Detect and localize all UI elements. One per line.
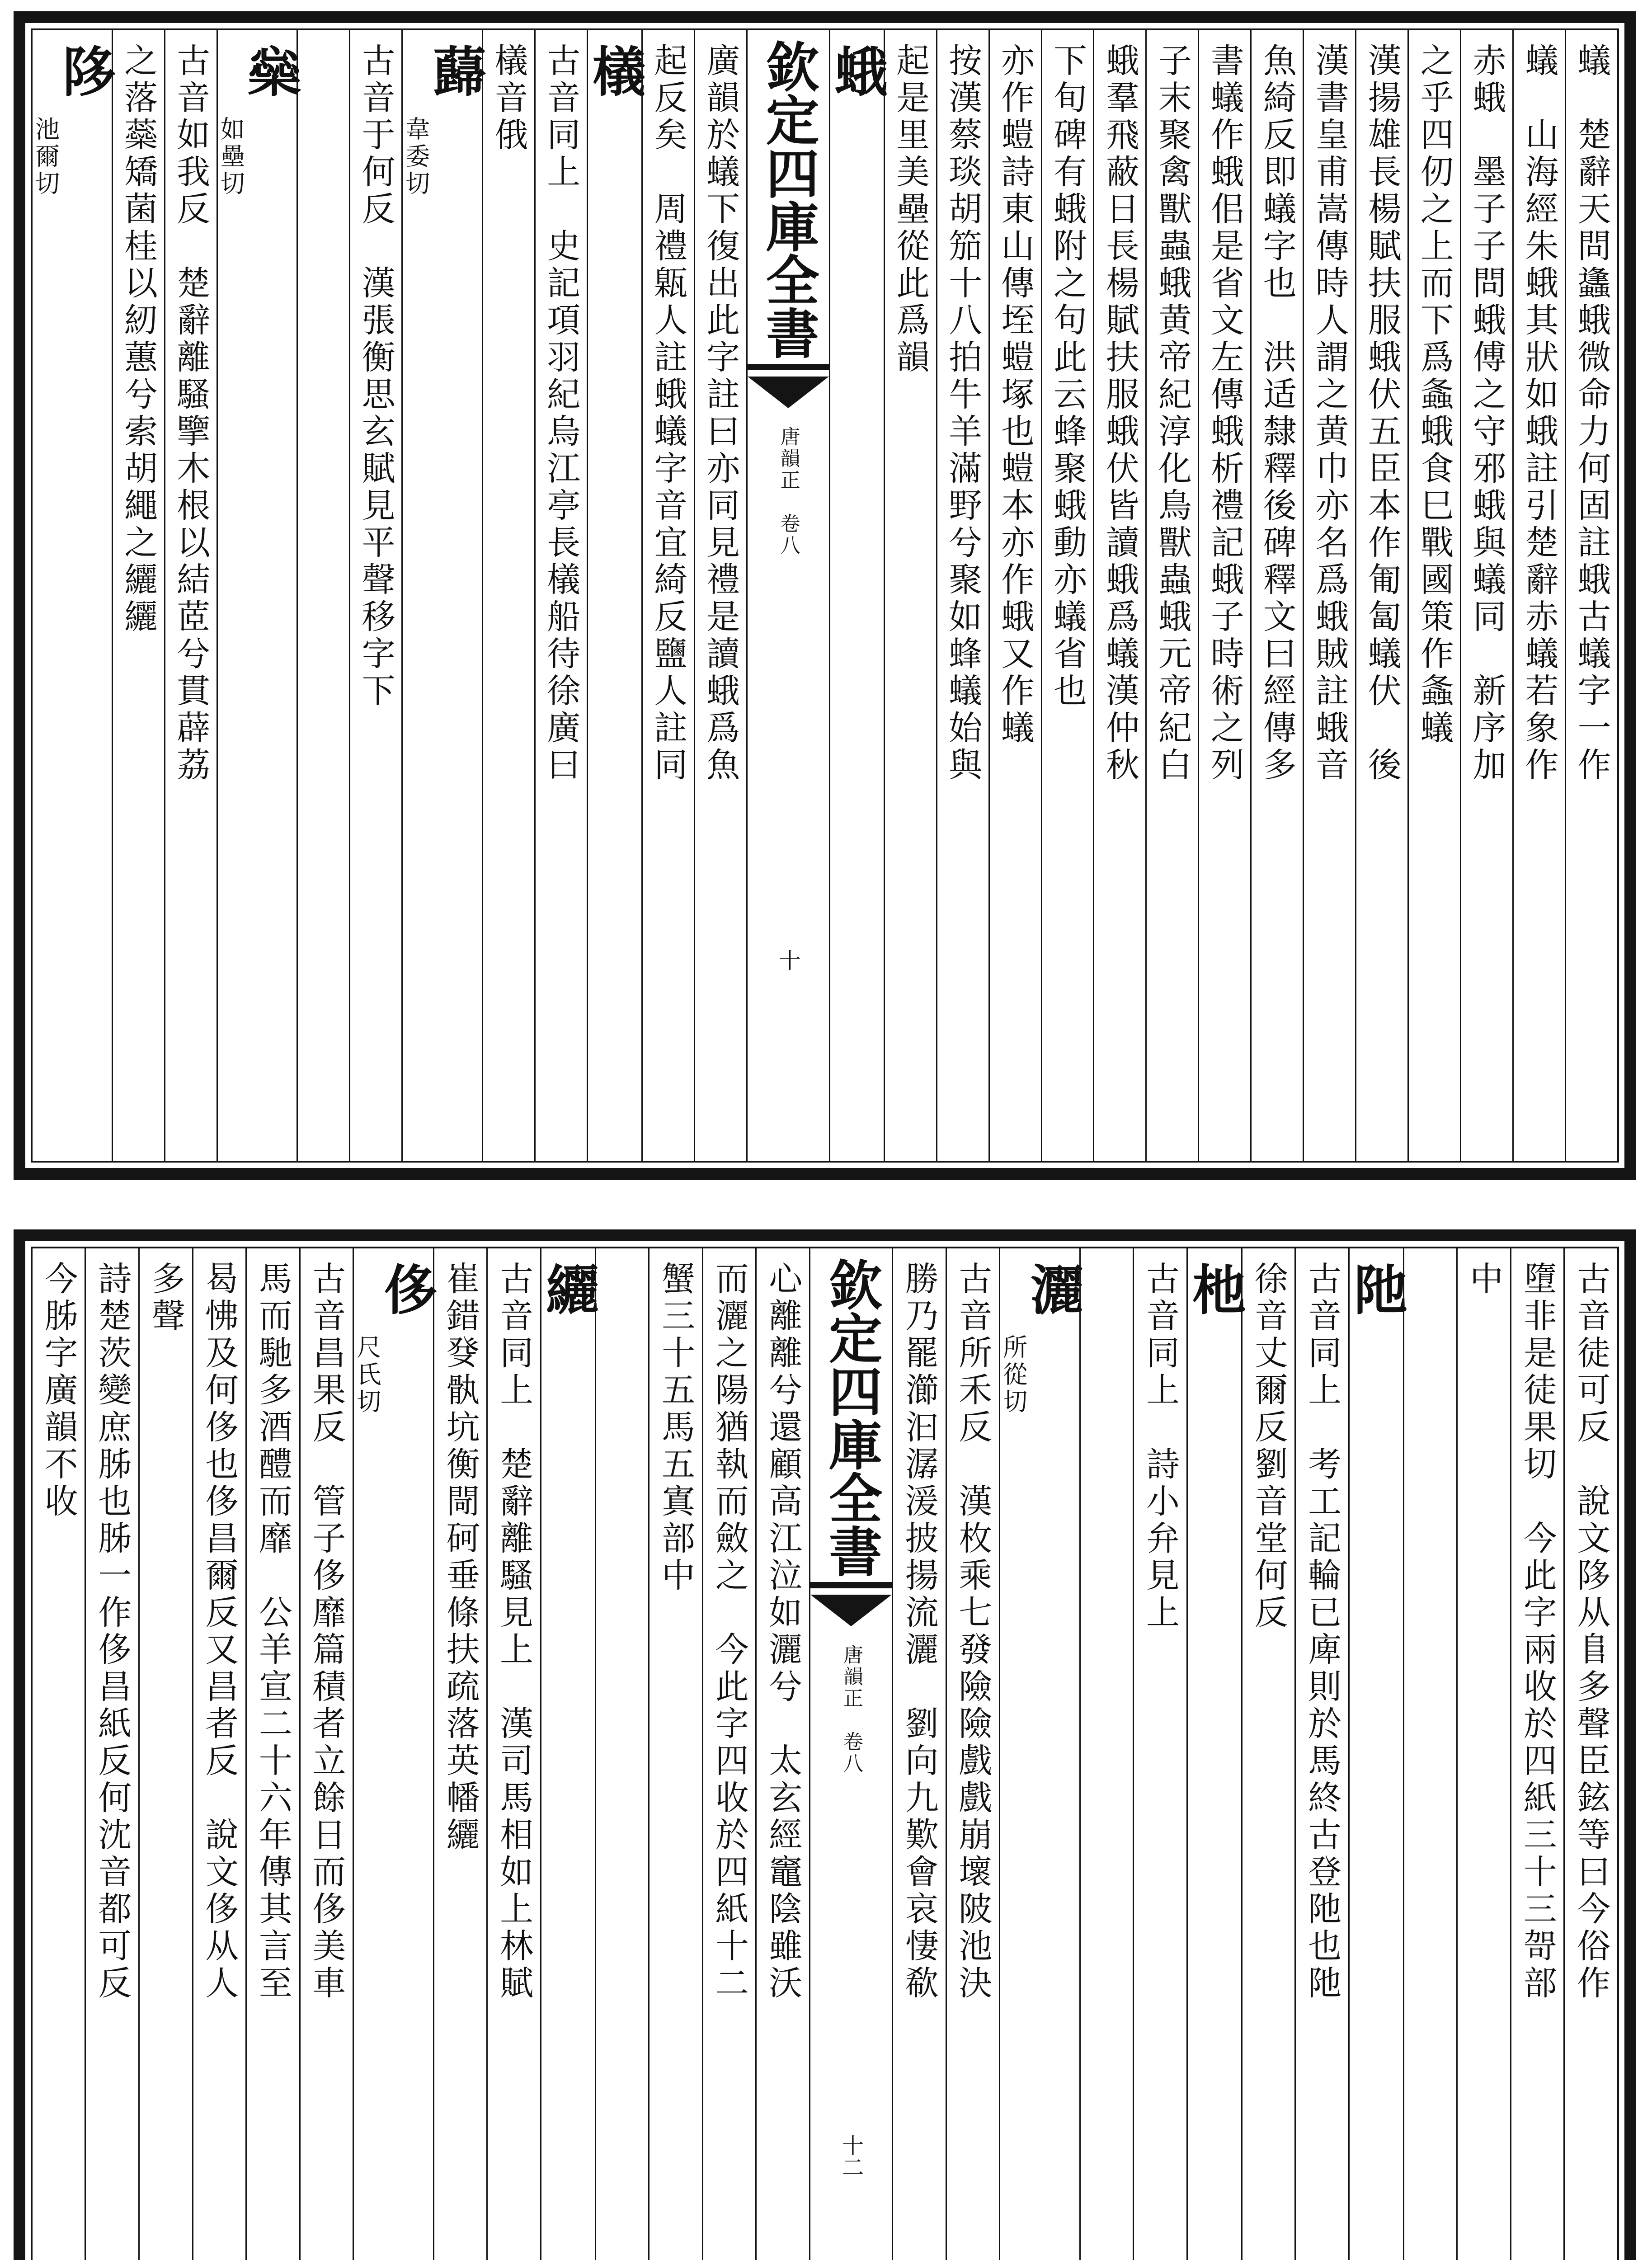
column-text: 魚綺反即蟻字也 洪适隸釋後碑釋文曰經傳多 — [1257, 43, 1297, 784]
text-column — [1133, 1248, 1186, 2260]
headword-group — [583, 30, 646, 97]
text-column — [164, 30, 217, 1161]
column-text: 蟹三十五馬五寘部中 — [656, 1261, 696, 1595]
fanqie-note: 如壘切 — [217, 116, 245, 198]
text-column — [988, 30, 1041, 1161]
text-column — [1294, 1248, 1348, 2260]
fanqie-note: 尺氏切 — [353, 1334, 381, 1416]
text-column — [946, 1248, 999, 2260]
center-fold-spine — [809, 1248, 892, 2260]
leaf-number: 十二 — [838, 2134, 864, 2178]
column-text: 檥音俄 — [489, 43, 528, 154]
text-column — [85, 1248, 138, 2260]
column-text: 亦作螘詩東山傳垤螘塚也螘本亦作蛾又作蟻 — [996, 43, 1035, 747]
text-column — [1093, 30, 1145, 1161]
headword-group — [1183, 1248, 1246, 1315]
blank-column — [1079, 1248, 1133, 2260]
blank-column — [297, 30, 349, 1161]
text-column — [1565, 30, 1617, 1161]
headword-column — [353, 1248, 438, 2260]
column-text: 而灑之陽猶執而斂之 今此字四收於四紙十二 — [710, 1261, 749, 2002]
text-column — [482, 30, 534, 1161]
bottom-page-columns — [33, 1248, 1617, 2260]
column-text: 古音同上 考工記輪已庳則於馬終古登阤也阤 — [1303, 1261, 1342, 2002]
column-text: 今胏字廣韻不收 — [39, 1261, 78, 1521]
column-text: 馬而馳多酒醴而靡 公羊宣二十六年傳其言至 — [253, 1261, 292, 2002]
fishtail-icon — [748, 377, 829, 408]
text-column — [1198, 30, 1250, 1161]
bottom-page-frame — [14, 1229, 1636, 2260]
column-text: 赤蛾 墨子子問蛾傅之守邪蛾與蟻同 新序加 — [1467, 43, 1506, 784]
fishtail-bar-icon — [810, 1582, 892, 1588]
column-text: 古音同上 詩小弁見上 — [1141, 1261, 1180, 1632]
fanqie-note: 所從切 — [999, 1334, 1028, 1416]
blank-column — [1403, 1248, 1457, 2260]
text-column — [755, 1248, 809, 2260]
headword-group — [217, 30, 302, 198]
column-text: 起是里美壘從此爲韻 — [891, 43, 930, 377]
top-page-frame — [14, 11, 1636, 1180]
column-text: 之乎四仞之上而下爲螽蛾食巳戰國策作螽蟻 — [1415, 43, 1454, 747]
text-column — [1355, 30, 1407, 1161]
column-text: 蛾羣飛蔽日長楊賦扶服蛾伏皆讀蛾爲蟻漢仲秋 — [1100, 43, 1139, 784]
headword-group — [353, 1248, 438, 1416]
column-text: 蟻 楚辭天問蠭蛾微命力何固註蛾古蟻字一作 — [1572, 43, 1611, 784]
volume-label: 唐韻正 卷八 — [777, 426, 800, 556]
headword-group — [825, 30, 889, 97]
fishtail-icon — [810, 1595, 892, 1626]
column-text: 古音昌果反 管子侈靡篇積者立餘日而侈美車 — [307, 1261, 346, 2002]
text-column — [694, 30, 746, 1161]
text-column — [245, 1248, 299, 2260]
text-column — [1510, 1248, 1564, 2260]
column-text: 古音同上 楚辭離騷見上 漢司馬相如上林賦 — [494, 1261, 534, 2002]
column-text: 按漢蔡琰胡笳十八拍牛羊滿野兮聚如蜂蟻始與 — [943, 43, 983, 784]
headword-column — [1345, 1248, 1408, 2260]
bottom-page-inner-border — [31, 1247, 1619, 2260]
column-text: 下旬碑有蛾附之句此云蜂聚蛾動亦蟻省也 — [1048, 43, 1087, 710]
text-column — [1250, 30, 1303, 1161]
column-text: 古音徒可反 說文陊从𨸏多聲臣鉉等曰今俗作 — [1572, 1261, 1611, 2002]
fanqie-note: 韋委切 — [401, 116, 430, 198]
text-column — [534, 30, 587, 1161]
headword-group — [31, 30, 117, 198]
book-title: 欽定四庫全書 — [820, 1257, 883, 1577]
headword-group — [999, 1248, 1084, 1416]
headword-column — [537, 1248, 600, 2260]
text-column — [433, 1248, 487, 2260]
column-text: 漢揚雄長楊賦扶服蛾伏五臣本作匍匐蟻伏 後 — [1362, 43, 1402, 784]
headword-column — [401, 30, 487, 1161]
headword: 蛾 — [825, 44, 889, 97]
column-text: 曷怫及何侈也侈昌爾反又昌者反 說文侈从人 — [200, 1261, 239, 2002]
headword-group — [1345, 1248, 1408, 1315]
column-text: 廣韻於蟻下復出此字註曰亦同見禮是讀蛾爲魚 — [701, 43, 740, 784]
column-text: 詩楚茨變庶胏也胏一作侈昌紙反何沈音都可反 — [93, 1261, 132, 2002]
column-text: 多聲 — [146, 1261, 185, 1335]
column-text: 之落蘂矯菌桂以紉蕙兮索胡繩之纚纚 — [119, 43, 158, 636]
text-column — [648, 1248, 702, 2260]
column-text: 書蟻作蛾佀是省文左傳蛾析禮記蛾子時術之列 — [1205, 43, 1244, 784]
book-title: 欽定四庫全書 — [757, 39, 820, 359]
text-column — [1407, 30, 1460, 1161]
text-column — [892, 1248, 946, 2260]
headword-column — [825, 30, 889, 1161]
headword: 侈 — [375, 1262, 438, 1315]
headword: 蘬 — [424, 44, 487, 97]
column-text: 墮非是徒果切 今此字兩收於四紙三十三哿部 — [1518, 1261, 1557, 2002]
headword: 橤 — [239, 44, 302, 97]
headword: 檥 — [583, 44, 646, 97]
top-page-inner-border — [31, 28, 1619, 1163]
headword: 杝 — [1183, 1262, 1246, 1315]
headword-column — [583, 30, 646, 1161]
top-page-columns — [33, 30, 1617, 1161]
text-column — [192, 1248, 246, 2260]
headword-group — [537, 1248, 600, 1315]
column-text: 中 — [1464, 1261, 1504, 1298]
text-column — [112, 30, 164, 1161]
headword: 纚 — [537, 1262, 600, 1315]
headword-group — [401, 30, 487, 198]
headword: 阤 — [1345, 1262, 1408, 1315]
headword-column — [999, 1248, 1084, 2260]
headword-column — [217, 30, 302, 1161]
text-column — [1041, 30, 1093, 1161]
volume-label: 唐韻正 卷八 — [840, 1644, 863, 1775]
column-text: 蟻 山海經朱蛾其狀如蛾註引楚辭赤蟻若象作 — [1520, 43, 1559, 784]
headword-column — [31, 30, 117, 1161]
center-fold-spine — [746, 30, 829, 1161]
text-column — [1563, 1248, 1617, 2260]
column-text: 徐音丈爾反劉音堂何反 — [1249, 1261, 1288, 1632]
text-column — [1145, 30, 1198, 1161]
column-text: 古音同上 史記項羽紀烏江亭長檥船待徐廣曰 — [541, 43, 581, 784]
column-text: 崔錯癹骫坑衡閜砢垂條扶疏落英幡纚 — [441, 1261, 480, 1854]
column-text: 起反矣 周禮甈人註蛾蟻字音宜綺反鹽人註同 — [649, 43, 688, 784]
column-text: 子末聚禽獸蟲蛾黄帝紀淳化鳥獸蟲蛾元帝紀白 — [1153, 43, 1192, 784]
column-text: 古音所禾反 漢枚乘七發險險戲戲崩壞陂池決 — [953, 1261, 993, 2002]
text-column — [1241, 1248, 1295, 2260]
column-text: 古音如我反 楚辭離騷擥木根以結茝兮貫薜荔 — [171, 43, 211, 784]
text-column — [349, 30, 401, 1161]
fanqie-note: 池爾切 — [31, 116, 60, 198]
text-column — [1456, 1248, 1510, 2260]
text-column — [33, 1248, 85, 2260]
text-column — [936, 30, 988, 1161]
headword: 陊 — [53, 44, 117, 97]
headword-column — [1183, 1248, 1246, 2260]
text-column — [1460, 30, 1512, 1161]
text-column — [1512, 30, 1565, 1161]
column-text: 心離離兮還顧高江泣如灑兮 太玄經竈陰雖沃 — [763, 1261, 803, 2002]
text-column — [486, 1248, 540, 2260]
text-column — [138, 1248, 192, 2260]
text-column — [1303, 30, 1355, 1161]
column-text: 古音于何反 漢張衡思玄賦見平聲移字下 — [356, 43, 395, 710]
text-column — [702, 1248, 756, 2260]
column-text: 勝乃罷瀄汩潺湲披揚流灑 劉向九歎會哀悽欷 — [899, 1261, 939, 2002]
column-text: 漢書皇甫嵩傳時人謂之黄巾亦名爲蛾賊註蛾音 — [1310, 43, 1349, 784]
text-column — [299, 1248, 353, 2260]
blank-column — [595, 1248, 649, 2260]
fishtail-bar-icon — [748, 364, 829, 370]
text-column — [884, 30, 936, 1161]
leaf-number: 十 — [775, 949, 801, 971]
headword: 灑 — [1021, 1262, 1084, 1315]
text-column — [641, 30, 694, 1161]
